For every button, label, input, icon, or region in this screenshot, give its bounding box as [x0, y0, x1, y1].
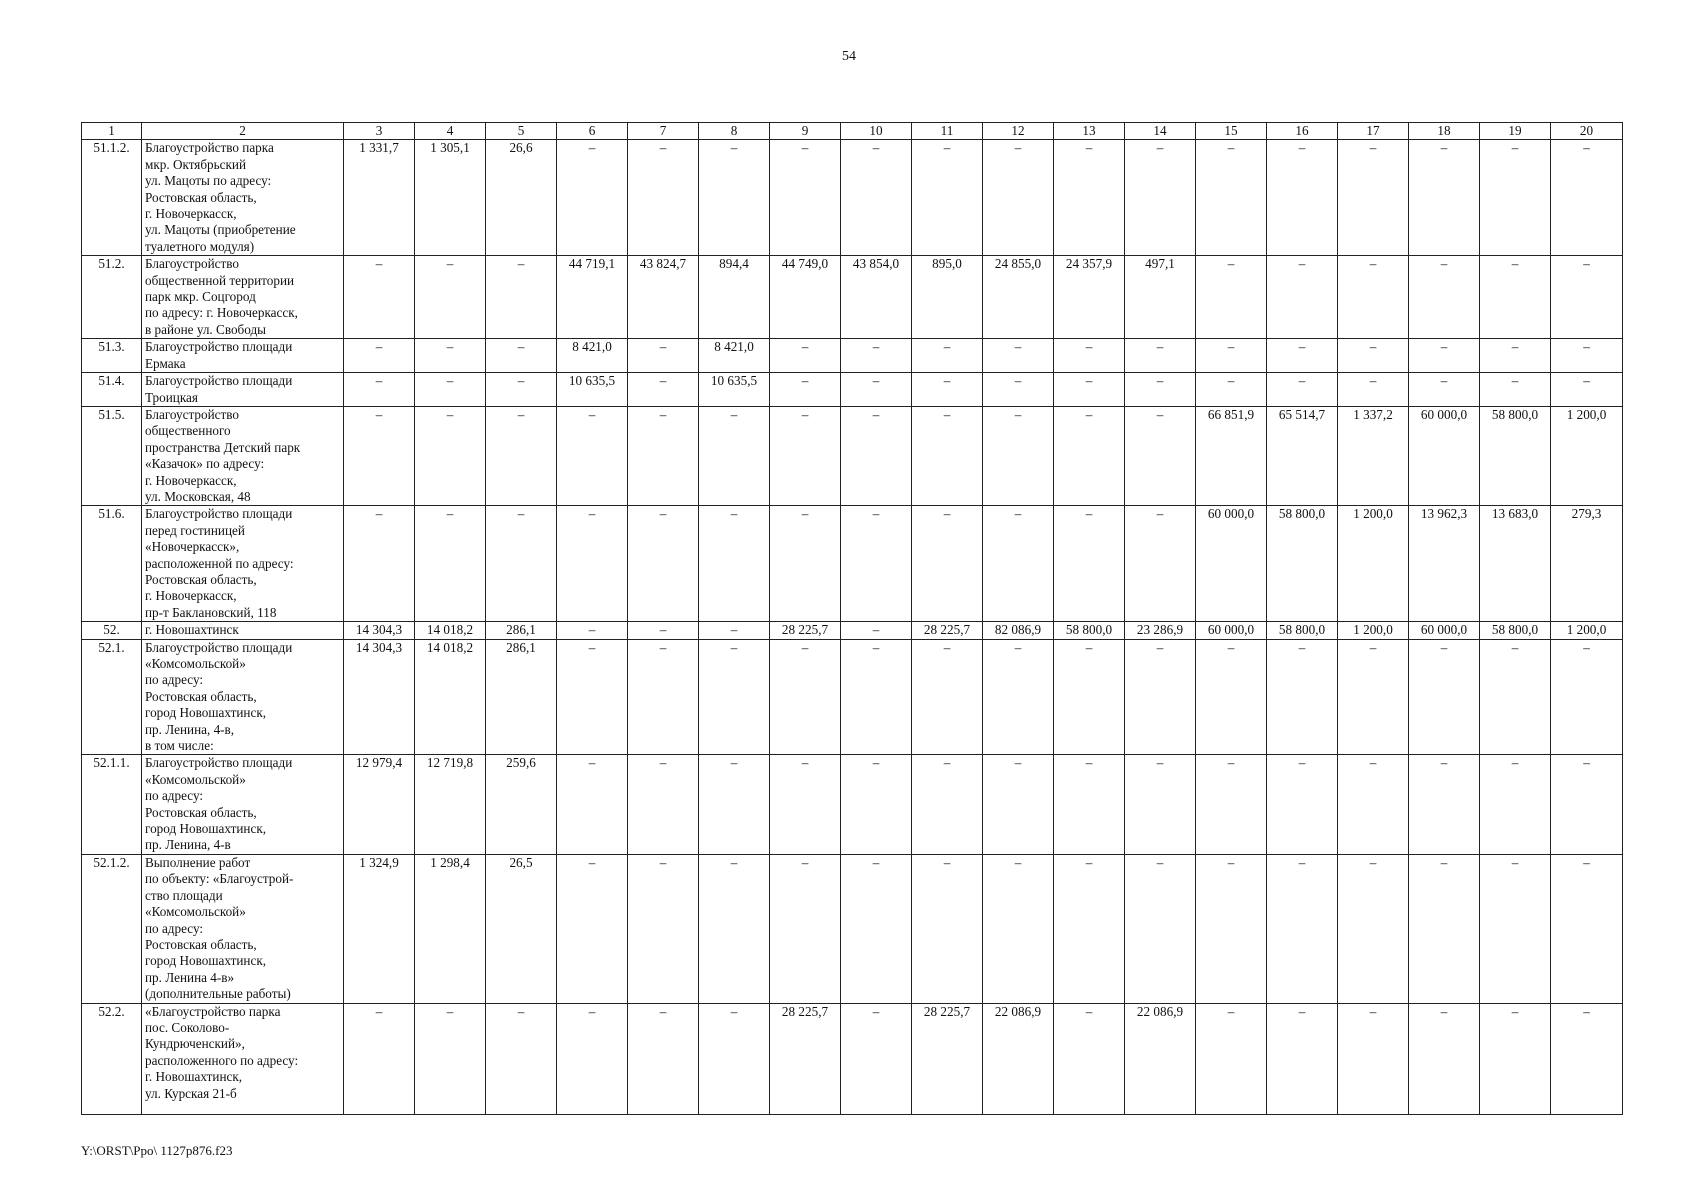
file-path-footer: Y:\ORST\Ppo\ 1127p876.f23: [81, 1143, 233, 1158]
value-cell: –: [1338, 639, 1409, 755]
row-description: Благоустройство общественного пространства Детский парк «Казачок» по адресу: г. Новочеркасск, ул. Московская, 48: [142, 406, 344, 505]
value-cell: –: [1196, 339, 1267, 373]
column-header: 4: [415, 123, 486, 140]
value-cell: –: [770, 140, 841, 256]
value-cell: 43 824,7: [628, 256, 699, 339]
value-cell: 44 719,1: [557, 256, 628, 339]
table-row: [82, 854, 1623, 1003]
value-cell: –: [1338, 339, 1409, 373]
value-cell: –: [1267, 755, 1338, 854]
value-cell: –: [912, 639, 983, 755]
value-cell: –: [1125, 755, 1196, 854]
value-cell: 12 719,8: [415, 755, 486, 854]
value-cell: –: [628, 140, 699, 256]
value-cell: –: [1480, 373, 1551, 407]
value-cell: 28 225,7: [912, 622, 983, 639]
column-header: 1: [82, 123, 142, 140]
value-cell: –: [557, 140, 628, 256]
value-cell: –: [1338, 1003, 1409, 1114]
value-cell: –: [486, 373, 557, 407]
column-header: 11: [912, 123, 983, 140]
column-header: 19: [1480, 123, 1551, 140]
value-cell: –: [1551, 256, 1623, 339]
value-cell: –: [912, 506, 983, 622]
value-cell: –: [1338, 854, 1409, 1003]
value-cell: –: [841, 339, 912, 373]
value-cell: –: [1409, 639, 1480, 755]
value-cell: 286,1: [486, 639, 557, 755]
value-cell: –: [770, 506, 841, 622]
value-cell: –: [699, 1003, 770, 1114]
value-cell: 895,0: [912, 256, 983, 339]
table-row: [82, 406, 1623, 505]
value-cell: –: [486, 256, 557, 339]
value-cell: –: [983, 639, 1054, 755]
value-cell: –: [841, 639, 912, 755]
table-row: [82, 256, 1623, 339]
value-cell: –: [1409, 373, 1480, 407]
value-cell: –: [1196, 140, 1267, 256]
value-cell: –: [770, 406, 841, 505]
value-cell: –: [1480, 755, 1551, 854]
value-cell: –: [912, 755, 983, 854]
value-cell: –: [344, 406, 415, 505]
value-cell: –: [344, 506, 415, 622]
value-cell: –: [1125, 639, 1196, 755]
value-cell: –: [1196, 1003, 1267, 1114]
column-header: 17: [1338, 123, 1409, 140]
value-cell: 1 200,0: [1338, 506, 1409, 622]
value-cell: –: [628, 506, 699, 622]
table-row: [82, 506, 1623, 622]
value-cell: –: [1196, 755, 1267, 854]
value-cell: –: [1551, 854, 1623, 1003]
value-cell: –: [1054, 373, 1125, 407]
row-number: 52.: [82, 622, 142, 639]
value-cell: 28 225,7: [912, 1003, 983, 1114]
value-cell: –: [1054, 639, 1125, 755]
row-description: Благоустройство парка мкр. Октябрьский ул. Мацоты по адресу: Ростовская область, г. Новочеркасск, ул. Мацоты (приобретение туалетного модуля): [142, 140, 344, 256]
value-cell: 65 514,7: [1267, 406, 1338, 505]
value-cell: –: [628, 755, 699, 854]
value-cell: –: [983, 406, 1054, 505]
value-cell: –: [770, 755, 841, 854]
value-cell: –: [983, 854, 1054, 1003]
data-table: [81, 122, 1623, 1115]
value-cell: 1 200,0: [1338, 622, 1409, 639]
row-description: «Благоустройство парка пос. Соколово- Кундрюченский», расположенного по адресу: г. Новошахтинск, ул. Курская 21-б: [142, 1003, 344, 1114]
value-cell: –: [912, 854, 983, 1003]
value-cell: –: [1054, 854, 1125, 1003]
value-cell: –: [983, 373, 1054, 407]
value-cell: –: [699, 622, 770, 639]
value-cell: 1 200,0: [1551, 622, 1623, 639]
column-header: 13: [1054, 123, 1125, 140]
value-cell: –: [415, 339, 486, 373]
table-row: [82, 639, 1623, 755]
value-cell: –: [1409, 854, 1480, 1003]
value-cell: 1 305,1: [415, 140, 486, 256]
value-cell: 24 357,9: [1054, 256, 1125, 339]
table-row: [82, 339, 1623, 373]
value-cell: –: [486, 506, 557, 622]
value-cell: 1 324,9: [344, 854, 415, 1003]
column-header: 5: [486, 123, 557, 140]
value-cell: 8 421,0: [699, 339, 770, 373]
row-number: 51.2.: [82, 256, 142, 339]
row-description: Выполнение работ по объекту: «Благоустрой- ство площади «Комсомольской» по адресу: Ростовская область, город Новошахтинск, пр. Ленина 4-в» (дополнительные работы): [142, 854, 344, 1003]
value-cell: 8 421,0: [557, 339, 628, 373]
table-row: [82, 373, 1623, 407]
table-row: [82, 622, 1623, 639]
row-number: 51.6.: [82, 506, 142, 622]
value-cell: –: [912, 373, 983, 407]
value-cell: –: [1125, 854, 1196, 1003]
value-cell: –: [628, 373, 699, 407]
value-cell: –: [1338, 140, 1409, 256]
table-row: [82, 755, 1623, 854]
row-number: 52.2.: [82, 1003, 142, 1114]
value-cell: –: [1551, 755, 1623, 854]
table-row: [82, 1003, 1623, 1114]
value-cell: 66 851,9: [1196, 406, 1267, 505]
value-cell: –: [415, 406, 486, 505]
row-number: 51.3.: [82, 339, 142, 373]
page-number: 54: [842, 49, 856, 64]
value-cell: –: [983, 506, 1054, 622]
value-cell: 60 000,0: [1409, 406, 1480, 505]
value-cell: –: [1480, 140, 1551, 256]
row-description: Благоустройство площади Ермака: [142, 339, 344, 373]
value-cell: 1 200,0: [1551, 406, 1623, 505]
value-cell: –: [415, 373, 486, 407]
value-cell: 60 000,0: [1196, 506, 1267, 622]
value-cell: –: [699, 140, 770, 256]
value-cell: –: [983, 755, 1054, 854]
value-cell: –: [1196, 373, 1267, 407]
column-header: 20: [1551, 123, 1623, 140]
value-cell: –: [486, 339, 557, 373]
value-cell: –: [1196, 256, 1267, 339]
column-header: 14: [1125, 123, 1196, 140]
value-cell: 10 635,5: [699, 373, 770, 407]
row-number: 51.1.2.: [82, 140, 142, 256]
value-cell: 894,4: [699, 256, 770, 339]
value-cell: 14 018,2: [415, 622, 486, 639]
value-cell: –: [699, 755, 770, 854]
column-header: 18: [1409, 123, 1480, 140]
value-cell: –: [1267, 854, 1338, 1003]
row-description: Благоустройство площади «Комсомольской» по адресу: Ростовская область, город Новошахтинск, пр. Ленина, 4-в, в том числе:: [142, 639, 344, 755]
value-cell: 58 800,0: [1480, 406, 1551, 505]
row-number: 51.5.: [82, 406, 142, 505]
value-cell: –: [841, 140, 912, 256]
value-cell: –: [1054, 755, 1125, 854]
value-cell: –: [699, 639, 770, 755]
column-header: 15: [1196, 123, 1267, 140]
value-cell: 1 331,7: [344, 140, 415, 256]
value-cell: –: [1409, 256, 1480, 339]
value-cell: –: [344, 373, 415, 407]
value-cell: –: [1196, 854, 1267, 1003]
row-description: Благоустройство площади Троицкая: [142, 373, 344, 407]
row-number: 51.4.: [82, 373, 142, 407]
value-cell: 60 000,0: [1196, 622, 1267, 639]
value-cell: –: [1409, 140, 1480, 256]
value-cell: –: [557, 406, 628, 505]
row-description: Благоустройство общественной территории парк мкр. Соцгород по адресу: г. Новочеркасск, в районе ул. Свободы: [142, 256, 344, 339]
value-cell: –: [486, 1003, 557, 1114]
value-cell: 58 800,0: [1480, 622, 1551, 639]
value-cell: –: [628, 854, 699, 1003]
row-description: Благоустройство площади «Комсомольской» по адресу: Ростовская область, город Новошахтинск, пр. Ленина, 4-в: [142, 755, 344, 854]
value-cell: –: [628, 639, 699, 755]
value-cell: 14 304,3: [344, 622, 415, 639]
value-cell: –: [1125, 140, 1196, 256]
value-cell: –: [1267, 256, 1338, 339]
row-number: 52.1.: [82, 639, 142, 755]
value-cell: –: [1551, 1003, 1623, 1114]
value-cell: 26,6: [486, 140, 557, 256]
value-cell: –: [1054, 140, 1125, 256]
column-header: 16: [1267, 123, 1338, 140]
value-cell: –: [1480, 639, 1551, 755]
value-cell: –: [1125, 373, 1196, 407]
value-cell: 22 086,9: [983, 1003, 1054, 1114]
value-cell: –: [1267, 140, 1338, 256]
value-cell: –: [841, 406, 912, 505]
value-cell: 259,6: [486, 755, 557, 854]
value-cell: –: [912, 140, 983, 256]
column-header: 2: [142, 123, 344, 140]
value-cell: –: [1338, 755, 1409, 854]
value-cell: 28 225,7: [770, 1003, 841, 1114]
value-cell: –: [557, 755, 628, 854]
value-cell: –: [1409, 755, 1480, 854]
row-number: 52.1.1.: [82, 755, 142, 854]
value-cell: –: [557, 506, 628, 622]
column-header: 6: [557, 123, 628, 140]
value-cell: –: [344, 256, 415, 339]
value-cell: 28 225,7: [770, 622, 841, 639]
value-cell: –: [628, 1003, 699, 1114]
value-cell: –: [983, 339, 1054, 373]
value-cell: –: [841, 755, 912, 854]
value-cell: –: [770, 373, 841, 407]
value-cell: –: [770, 854, 841, 1003]
value-cell: –: [628, 622, 699, 639]
value-cell: –: [1267, 639, 1338, 755]
value-cell: –: [1125, 506, 1196, 622]
value-cell: –: [1480, 339, 1551, 373]
value-cell: –: [699, 854, 770, 1003]
value-cell: –: [1054, 406, 1125, 505]
value-cell: –: [983, 140, 1054, 256]
value-cell: –: [1480, 256, 1551, 339]
value-cell: –: [770, 639, 841, 755]
value-cell: 82 086,9: [983, 622, 1054, 639]
column-header: 9: [770, 123, 841, 140]
value-cell: 12 979,4: [344, 755, 415, 854]
value-cell: –: [628, 406, 699, 505]
value-cell: –: [557, 1003, 628, 1114]
column-header: 12: [983, 123, 1054, 140]
value-cell: –: [1054, 1003, 1125, 1114]
value-cell: 279,3: [1551, 506, 1623, 622]
value-cell: 58 800,0: [1267, 622, 1338, 639]
value-cell: –: [628, 339, 699, 373]
value-cell: 24 855,0: [983, 256, 1054, 339]
value-cell: –: [912, 339, 983, 373]
value-cell: 1 337,2: [1338, 406, 1409, 505]
value-cell: 13 683,0: [1480, 506, 1551, 622]
value-cell: 43 854,0: [841, 256, 912, 339]
value-cell: –: [912, 406, 983, 505]
value-cell: –: [344, 339, 415, 373]
header-row: [82, 123, 1623, 140]
value-cell: 13 962,3: [1409, 506, 1480, 622]
column-header: 3: [344, 123, 415, 140]
value-cell: 1 298,4: [415, 854, 486, 1003]
value-cell: 26,5: [486, 854, 557, 1003]
value-cell: 58 800,0: [1267, 506, 1338, 622]
value-cell: –: [1267, 339, 1338, 373]
column-header: 10: [841, 123, 912, 140]
value-cell: –: [1480, 1003, 1551, 1114]
value-cell: 44 749,0: [770, 256, 841, 339]
value-cell: 60 000,0: [1409, 622, 1480, 639]
value-cell: –: [699, 406, 770, 505]
value-cell: 23 286,9: [1125, 622, 1196, 639]
value-cell: –: [1338, 256, 1409, 339]
value-cell: –: [415, 506, 486, 622]
value-cell: –: [1551, 639, 1623, 755]
value-cell: –: [1267, 1003, 1338, 1114]
value-cell: –: [415, 1003, 486, 1114]
value-cell: –: [1338, 373, 1409, 407]
row-number: 52.1.2.: [82, 854, 142, 1003]
value-cell: –: [841, 1003, 912, 1114]
value-cell: –: [1267, 373, 1338, 407]
value-cell: –: [1409, 1003, 1480, 1114]
value-cell: –: [699, 506, 770, 622]
value-cell: –: [1054, 506, 1125, 622]
value-cell: –: [841, 373, 912, 407]
value-cell: –: [1409, 339, 1480, 373]
value-cell: –: [1551, 339, 1623, 373]
value-cell: –: [486, 406, 557, 505]
value-cell: 286,1: [486, 622, 557, 639]
value-cell: –: [1480, 854, 1551, 1003]
value-cell: 14 304,3: [344, 639, 415, 755]
value-cell: –: [1551, 140, 1623, 256]
value-cell: –: [557, 639, 628, 755]
value-cell: –: [344, 1003, 415, 1114]
value-cell: –: [841, 854, 912, 1003]
value-cell: 10 635,5: [557, 373, 628, 407]
value-cell: –: [557, 854, 628, 1003]
value-cell: –: [1125, 406, 1196, 505]
value-cell: 58 800,0: [1054, 622, 1125, 639]
value-cell: –: [557, 622, 628, 639]
value-cell: –: [1054, 339, 1125, 373]
value-cell: 14 018,2: [415, 639, 486, 755]
value-cell: –: [841, 622, 912, 639]
value-cell: –: [770, 339, 841, 373]
value-cell: 497,1: [1125, 256, 1196, 339]
row-description: г. Новошахтинск: [142, 622, 344, 639]
value-cell: –: [1551, 373, 1623, 407]
value-cell: 22 086,9: [1125, 1003, 1196, 1114]
value-cell: –: [415, 256, 486, 339]
column-header: 7: [628, 123, 699, 140]
value-cell: –: [1196, 639, 1267, 755]
table-row: [82, 140, 1623, 256]
value-cell: –: [1125, 339, 1196, 373]
column-header: 8: [699, 123, 770, 140]
row-description: Благоустройство площади перед гостиницей «Новочеркасск», расположенной по адресу: Ростовская область, г. Новочеркасск, пр-т Баклановский, 118: [142, 506, 344, 622]
value-cell: –: [841, 506, 912, 622]
